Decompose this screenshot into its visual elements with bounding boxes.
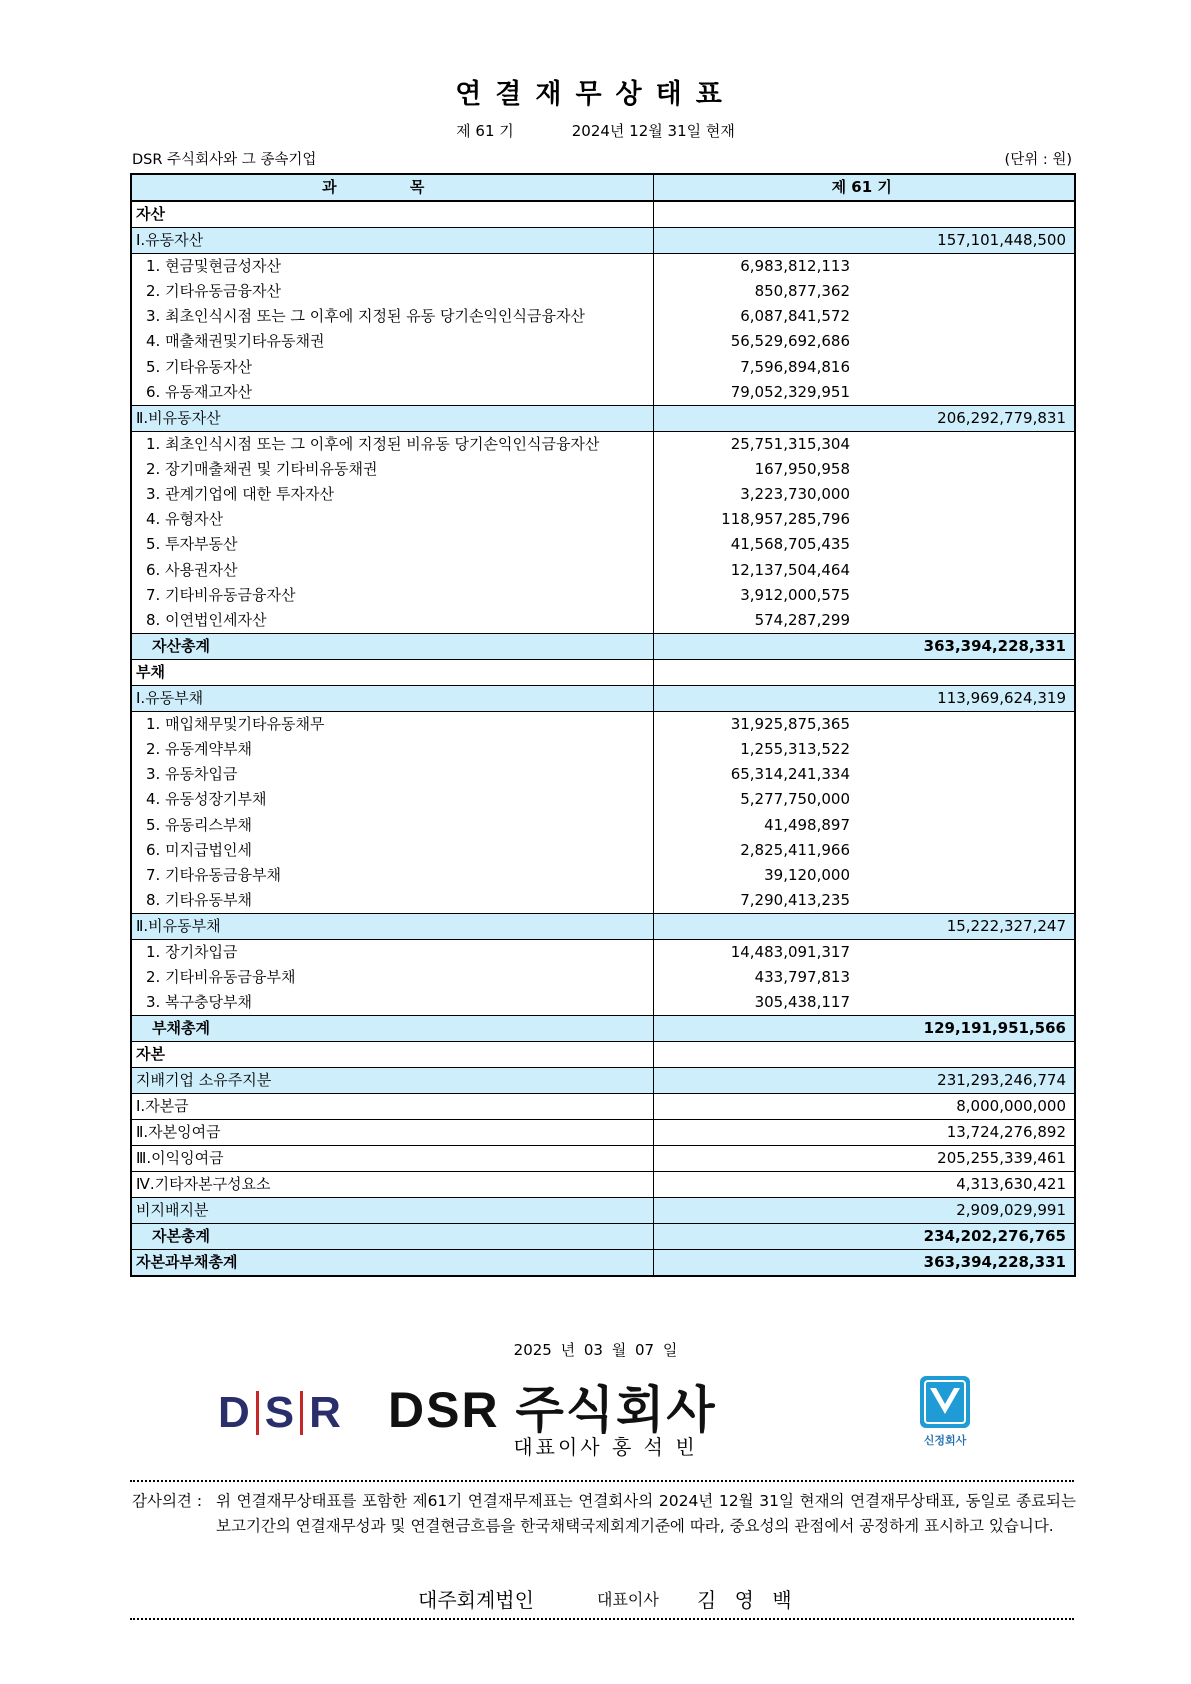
row-amount-cell [653,532,1075,557]
table-row [131,1146,1075,1172]
table-row [131,329,1075,354]
table-row [131,1016,1075,1042]
row-amount-cell [653,254,1075,280]
sub-amount: 6,983,812,113 [740,257,850,275]
sub-amount: 41,498,897 [764,815,850,834]
sub-amount: 118,957,285,796 [721,510,850,529]
signature-date: 2025 년 03 월 07 일 [513,1341,678,1359]
table-row [131,1250,1075,1277]
table-row [131,633,1075,659]
sub-amount: 433,797,813 [754,968,850,987]
dotted-divider-bottom [130,1618,1074,1620]
table-row [131,787,1075,812]
period-line [0,120,1191,141]
sub-amount: 7,290,413,235 [740,891,850,909]
row-amount-cell [653,863,1075,888]
row-amount-cell [653,1198,1075,1224]
amount: 205,255,339,461 [937,1149,1066,1168]
table-row [131,940,1075,966]
row-amount-cell [653,608,1075,634]
row-label: 3. 최초인식시점 또는 그 이후에 지정된 유동 당기손익인식금융자산 [131,304,653,329]
table-row [131,608,1075,634]
table-row [131,812,1075,837]
row-label: 지배기업 소유주지분 [131,1068,653,1094]
row-label: 1. 장기차입금 [131,940,653,966]
table-row [131,1172,1075,1198]
row-label: 5. 유동리스부채 [131,812,653,837]
row-label: Ⅱ.비유동부채 [131,914,653,940]
sub-amount: 25,751,315,304 [730,434,850,453]
row-amount-cell [653,711,1075,737]
table-row [131,1198,1075,1224]
row-label: Ⅰ.자본금 [131,1094,653,1120]
sub-amount: 3,223,730,000 [740,485,850,504]
row-label: 3. 관계기업에 대한 투자자산 [131,482,653,507]
sub-amount: 41,568,705,435 [730,535,850,554]
table-row [131,838,1075,863]
table-row [131,304,1075,329]
row-label: 5. 투자부동산 [131,532,653,557]
row-label: Ⅱ.비유동자산 [131,405,653,431]
row-label: 자본 [131,1042,653,1068]
logo-letter-s: S [264,1388,295,1437]
table-row [131,201,1075,228]
row-amount-cell [653,737,1075,762]
auditor-name: 김 영 백 [697,1588,798,1612]
table-row [131,914,1075,940]
amount: 206,292,779,831 [937,408,1066,427]
row-amount-cell [653,558,1075,583]
row-label: 4. 매출채권및기타유동채권 [131,329,653,354]
table-row [131,1120,1075,1146]
table-row [131,1094,1075,1120]
row-amount-cell [653,201,1075,228]
row-amount-cell [653,507,1075,532]
sub-amount: 56,529,692,686 [730,332,850,351]
row-label: 1. 현금및현금성자산 [131,254,653,280]
row-amount-cell [653,482,1075,507]
row-amount-cell [653,355,1075,380]
row-label: 부채총계 [131,1016,653,1042]
seal-text: 신정회사 [923,1434,967,1447]
row-amount-cell [653,583,1075,608]
table-row [131,583,1075,608]
row-label: 1. 최초인식시점 또는 그 이후에 지정된 비유동 당기손익인식금융자산 [131,431,653,457]
table-row [131,863,1075,888]
row-amount-cell [653,1224,1075,1250]
ceo-name: 대표이사 홍 석 빈 [513,1435,698,1459]
row-amount-cell [653,279,1075,304]
sub-amount: 65,314,241,334 [730,765,850,784]
row-amount-cell [653,1120,1075,1146]
fiscal-term: 제 61 기 [456,122,514,140]
table-row [131,380,1075,406]
sub-amount: 12,137,504,464 [730,560,850,579]
logo-separator [300,1391,303,1435]
table-row [131,482,1075,507]
row-label: 2. 기타유동금융자산 [131,279,653,304]
row-amount-cell [653,965,1075,990]
row-amount-cell [653,762,1075,787]
sub-amount: 3,912,000,575 [740,585,850,604]
row-amount-cell [653,1146,1075,1172]
sub-amount: 2,825,411,966 [740,840,850,859]
amount: 113,969,624,319 [937,688,1066,707]
amount: 4,313,630,421 [956,1175,1066,1194]
table-row [131,965,1075,990]
row-label: 4. 유동성장기부채 [131,787,653,812]
row-amount-cell [653,329,1075,354]
row-label: 5. 기타유동자산 [131,355,653,380]
sub-amount: 14,483,091,317 [730,943,850,961]
sub-amount: 1,255,313,522 [740,739,850,758]
row-label: 자본과부채총계 [131,1250,653,1277]
row-amount-cell [653,838,1075,863]
table-row [131,1068,1075,1094]
row-amount-cell [653,1016,1075,1042]
amount: 157,101,448,500 [937,231,1066,249]
audit-firm: 대주회계법인 [418,1588,534,1612]
sub-amount: 79,052,329,951 [730,382,850,401]
row-label: 4. 유형자산 [131,507,653,532]
balance-sheet-table [130,173,1076,1277]
table-row [131,711,1075,737]
row-label: 자산총계 [131,633,653,659]
row-label: 1. 매입채무및기타유동채무 [131,711,653,737]
table-row [131,659,1075,685]
table-row [131,1224,1075,1250]
table-row [131,254,1075,280]
row-label: Ⅱ.자본잉여금 [131,1120,653,1146]
header-account: 과 목 [131,174,653,201]
dotted-divider [130,1480,1074,1482]
logo-letter-r: R [309,1388,341,1437]
sub-amount: 31,925,875,365 [730,714,850,733]
row-amount-cell [653,940,1075,966]
row-label: Ⅰ.유동부채 [131,685,653,711]
amount: 8,000,000,000 [956,1097,1066,1116]
row-label: 3. 유동차입금 [131,762,653,787]
amount: 234,202,276,765 [923,1227,1066,1246]
row-amount-cell [653,380,1075,406]
table-row [131,685,1075,711]
table-row [131,457,1075,482]
row-amount-cell [653,685,1075,711]
header-term: 제 61 기 [653,174,1075,201]
amount: 15,222,327,247 [946,917,1066,935]
amount: 2,909,029,991 [956,1201,1066,1220]
row-label: 부채 [131,659,653,685]
row-label: Ⅲ.이익잉여금 [131,1146,653,1172]
logo-letter-d: D [218,1388,250,1437]
row-label: 비지배지분 [131,1198,653,1224]
sub-amount: 167,950,958 [754,459,850,478]
row-amount-cell [653,914,1075,940]
row-label: 7. 기타비유동금융자산 [131,583,653,608]
table-row [131,507,1075,532]
logo-separator [256,1391,259,1435]
audit-text: 위 연결재무상태표를 포함한 제61기 연결재무제표는 연결회사의 2024년 12월 31일 현재의 연결재무상태표, 동일로 종료되는 보고기간의 연결재무성과 및 연결현금흐름을 한국채택국제회계기준에 따라, 중요성의 관점에서 공정하게 표시하고 있습니다. [216,1492,1076,1535]
table-row [131,737,1075,762]
row-label: 2. 유동계약부채 [131,737,653,762]
auditor-role: 대표이사 [597,1590,659,1609]
row-label: 6. 유동재고자산 [131,380,653,406]
row-amount-cell [653,228,1075,254]
row-label: 8. 기타유동부채 [131,888,653,914]
table-row [131,279,1075,304]
table-row [131,228,1075,254]
row-amount-cell [653,1172,1075,1198]
row-amount-cell [653,812,1075,837]
row-amount-cell [653,787,1075,812]
table-row [131,990,1075,1016]
sub-amount: 305,438,117 [754,993,850,1012]
sub-amount: 39,120,000 [764,865,850,884]
document-title: 연결재무상태표 [455,79,736,110]
row-amount-cell [653,888,1075,914]
table-row [131,762,1075,787]
row-label: 2. 기타비유동금융부채 [131,965,653,990]
amount: 231,293,246,774 [937,1071,1066,1090]
row-amount-cell [653,1094,1075,1120]
table-row [131,558,1075,583]
row-label: 자산 [131,201,653,228]
table-header [131,174,1075,201]
row-amount-cell [653,990,1075,1016]
amount: 13,724,276,892 [946,1123,1066,1142]
sub-amount: 6,087,841,572 [740,307,850,326]
table-row [131,888,1075,914]
sub-amount: 850,877,362 [754,282,850,301]
unit-label: (단위 : 원) [1004,152,1072,168]
table-row [131,1042,1075,1068]
company-name: DSR 주식회사와 그 종속기업 [132,152,317,168]
row-amount-cell [653,431,1075,457]
amount: 129,191,951,566 [923,1019,1066,1038]
table-row [131,431,1075,457]
row-amount-cell [653,1250,1075,1277]
row-label: 6. 사용권자산 [131,558,653,583]
audit-opinion [132,1489,1076,1539]
row-amount-cell [653,659,1075,685]
reporting-date: 2024년 12월 31일 현재 [571,122,735,140]
row-label: 자본총계 [131,1224,653,1250]
row-label: 6. 미지급법인세 [131,838,653,863]
amount: 363,394,228,331 [923,636,1066,655]
company-name-large: DSR 주식회사 [388,1382,717,1438]
row-label: 7. 기타유동금융부채 [131,863,653,888]
row-amount-cell [653,405,1075,431]
table-row [131,355,1075,380]
sub-amount: 5,277,750,000 [740,790,850,809]
row-label: 8. 이연법인세자산 [131,608,653,634]
row-amount-cell [653,633,1075,659]
row-label: 3. 복구충당부채 [131,990,653,1016]
row-amount-cell [653,1068,1075,1094]
sub-amount: 574,287,299 [754,610,850,629]
table-row [131,532,1075,557]
row-label: Ⅰ.유동자산 [131,228,653,254]
amount: 363,394,228,331 [923,1253,1066,1272]
row-amount-cell [653,304,1075,329]
row-label: Ⅳ.기타자본구성요소 [131,1172,653,1198]
sub-amount: 7,596,894,816 [740,357,850,376]
audit-label: 감사의견 : [132,1492,203,1510]
row-amount-cell [653,457,1075,482]
row-amount-cell [653,1042,1075,1068]
row-label: 2. 장기매출채권 및 기타비유동채권 [131,457,653,482]
table-row [131,405,1075,431]
company-seal-icon [916,1374,974,1450]
